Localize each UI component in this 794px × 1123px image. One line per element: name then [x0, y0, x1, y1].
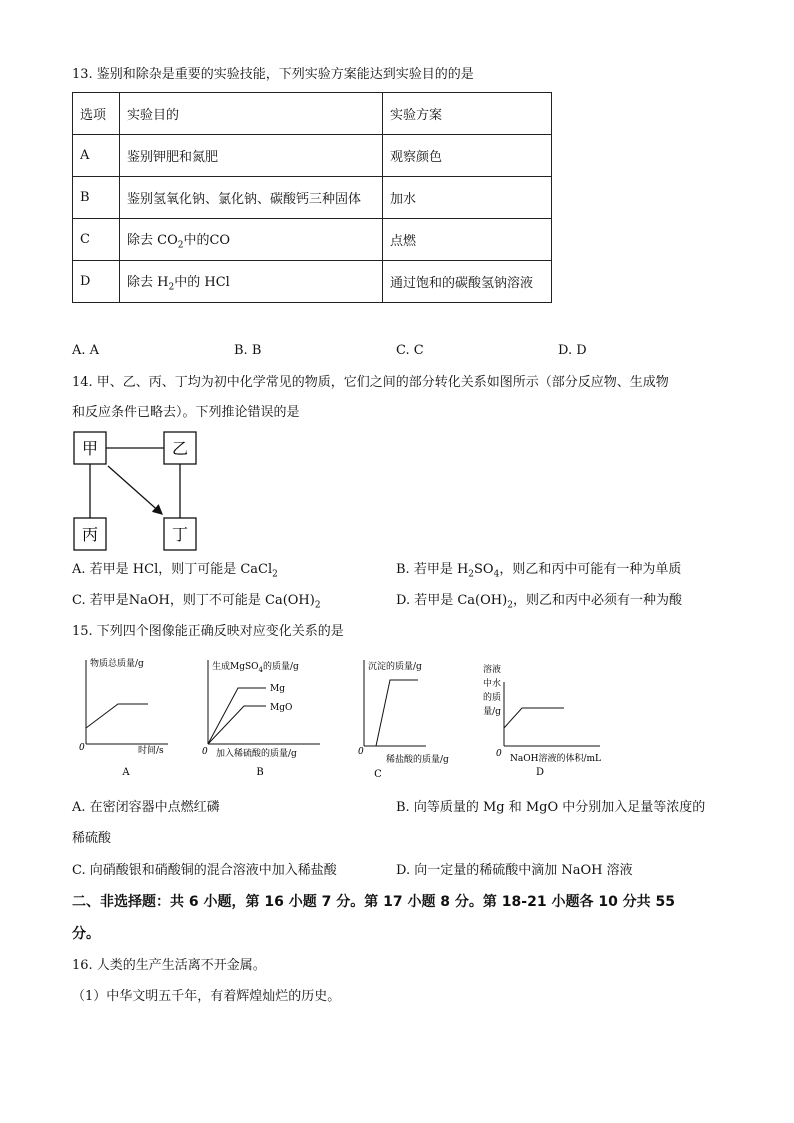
graph-d-caption: D — [535, 767, 545, 778]
q13-choice-b: B. B — [234, 343, 262, 358]
graph-b-ylabel: 生成MgSO$_4$的质量/g — [212, 662, 299, 674]
row-plan: 观察颜色 — [383, 135, 552, 177]
section2-heading-line2: 分。 — [72, 926, 100, 942]
q16-sub1: （1）中华文明五千年，有着辉煌灿烂的历史。 — [72, 989, 341, 1004]
q15-choice-b-line2: 稀硫酸 — [72, 831, 112, 846]
q14-stem-line2: 和反应条件已略去）。下列推论错误的是 — [72, 405, 300, 420]
header-goal: 实验目的 — [120, 93, 383, 135]
row-option: D — [73, 261, 120, 303]
table-row — [73, 177, 552, 219]
label-yi: 乙 — [171, 439, 189, 458]
graph-b-series-mg: Mg — [270, 684, 285, 694]
q15-graph-d — [476, 662, 610, 782]
section2-heading-line1: 二、非选择题：共 6 小题，第 16 小题 7 分。第 17 小题 8 分。第 18-21 小题各 10 分共 55 — [72, 894, 676, 910]
label-jia: 甲 — [81, 439, 99, 458]
graph-c-caption: C — [374, 769, 382, 780]
q13-table — [72, 92, 552, 303]
graph-a-line — [86, 704, 148, 728]
graph-b-series-mgo: MgO — [270, 703, 293, 713]
graph-d-ylabel-4: 量/g — [483, 707, 501, 717]
graph-a-origin: 0 — [79, 743, 85, 753]
label-bing: 丙 — [81, 525, 99, 544]
graph-a-ylabel: 物质总质量/g — [90, 659, 144, 669]
graph-b-origin: 0 — [202, 747, 208, 757]
graph-d-line — [504, 708, 564, 728]
header-option: 选项 — [73, 93, 120, 135]
graph-c-line — [376, 680, 418, 746]
q15-choice-a: A. 在密闭容器中点燃红磷 — [72, 800, 220, 815]
graph-c-ylabel: 沉淀的质量/g — [368, 662, 422, 672]
table-header-row — [73, 93, 552, 135]
graph-c-origin: 0 — [358, 747, 364, 757]
q15-choice-d: D. 向一定量的稀硫酸中滴加 NaOH 溶液 — [396, 863, 633, 878]
graph-d-origin: 0 — [496, 749, 502, 759]
graph-c-xlabel: 稀盐酸的质量/g — [386, 755, 449, 765]
q15-graph-b — [200, 654, 326, 782]
q14-diagram — [70, 428, 200, 554]
graph-b-caption: B — [256, 767, 264, 778]
q15-choice-b-line1: B. 向等质量的 Mg 和 MgO 中分别加入足量等浓度的 — [396, 800, 706, 815]
q13-choice-d: D. D — [558, 343, 587, 358]
graph-a-xlabel: 时间/s — [138, 746, 164, 756]
row-plan: 通过饱和的碳酸氢钠溶液 — [383, 261, 552, 303]
q14-choice-d: D. 若甲是 $Ca(OH)_2$，则乙和丙中必须有一种为酸 — [396, 593, 682, 611]
row-option: B — [73, 177, 120, 219]
row-goal: 鉴别氢氧化钠、氯化钠、碳酸钙三种固体 — [120, 177, 383, 219]
table-row — [73, 261, 552, 303]
arrow-jia-ding — [108, 466, 162, 514]
q14-choice-a: A. 若甲是 HCl，则丁可能是 CaCl$_2$ — [72, 562, 278, 580]
graph-b-line-mgo — [208, 706, 266, 744]
q13-stem: 13. 鉴别和除杂是重要的实验技能，下列实验方案能达到实验目的的是 — [72, 67, 474, 82]
table-row — [73, 135, 552, 177]
q15-graph-c — [358, 654, 458, 782]
q14-choice-c: C. 若甲是NaOH，则丁不可能是 $Ca(OH)_2$ — [72, 593, 321, 611]
row-option: A — [73, 135, 120, 177]
q14-stem-line1: 14. 甲、乙、丙、丁均为初中化学常见的物质，它们之间的部分转化关系如图所示（部分反应物、生成物 — [72, 375, 669, 390]
row-goal: 鉴别钾肥和氮肥 — [120, 135, 383, 177]
row-goal: 除去 $H_2$中的 HCl — [120, 261, 383, 303]
graph-d-ylabel-3: 的质 — [482, 693, 502, 703]
q13-choice-c: C. C — [396, 343, 424, 358]
header-plan: 实验方案 — [383, 93, 552, 135]
graph-d-ylabel-1: 溶液 — [482, 665, 502, 675]
row-goal: 除去 $CO_2$中的CO — [120, 219, 383, 261]
graph-d-ylabel-2: 中水 — [482, 679, 502, 689]
q16-stem: 16. 人类的生产生活离不开金属。 — [72, 958, 266, 973]
q15-choice-c: C. 向硝酸银和硝酸铜的混合溶液中加入稀盐酸 — [72, 863, 337, 878]
row-plan: 点燃 — [383, 219, 552, 261]
graph-a-caption: A — [122, 767, 130, 778]
q13-choice-a: A. A — [72, 343, 100, 358]
q14-choice-b: B. 若甲是 $H_2SO_4$，则乙和丙中可能有一种为单质 — [396, 562, 682, 580]
graph-b-xlabel: 加入稀硫酸的质量/g — [216, 749, 297, 759]
row-plan: 加水 — [383, 177, 552, 219]
q15-stem: 15. 下列四个图像能正确反映对应变化关系的是 — [72, 624, 344, 639]
row-option: C — [73, 219, 120, 261]
label-ding: 丁 — [171, 525, 189, 544]
graph-d-xlabel: NaOH溶液的体积/mL — [510, 754, 602, 764]
q15-graph-a — [78, 654, 174, 782]
graph-b-line-mg — [208, 688, 266, 744]
table-row — [73, 219, 552, 261]
